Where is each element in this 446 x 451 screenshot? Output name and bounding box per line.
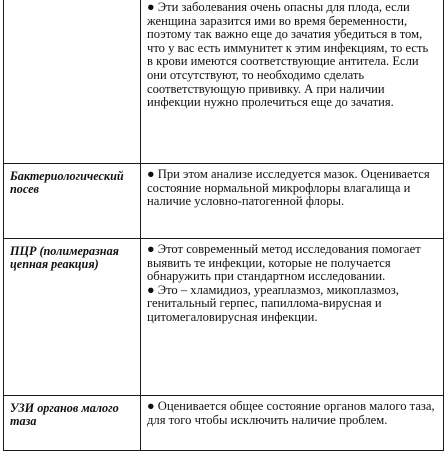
table-row [4,239,444,396]
test-name-cell [4,239,141,396]
description-paragraph: ● Это – хламидиоз, уреаплазмоз, микоплазмоз, генитальный герпес, папиллома-вирусная и цитомегаловирусная инфекции. [147,282,399,324]
test-name [10,1,134,5]
test-description-cell [141,239,444,396]
table-row [4,396,444,451]
test-description-cell [141,164,444,239]
test-name: ПЦР (полимеразная цепная реакция) [10,244,119,272]
test-name-cell [4,0,141,164]
test-description-cell [141,0,444,164]
table-row [4,0,444,164]
medical-tests-table [3,0,444,451]
description-paragraph: ● При этом анализе исследуется мазок. Оценивается состояние нормальной микрофлоры влагалища и наличие условно-патогенной флоры. [147,167,430,209]
table-row [4,164,444,239]
test-name: Бактериологический посев [10,169,124,197]
test-name-cell [4,396,141,451]
description-paragraph: ● Этот современный метод исследования помогает выявить те инфекции, которые не получается обнаружить при стандартном исследовании. [147,242,421,284]
test-description-cell [141,396,444,451]
test-name-cell [4,164,141,239]
test-name: УЗИ органов малого таза [10,401,119,429]
description-paragraph: ● Оценивается общее состояние органов малого таза, для того чтобы исключить наличие проблем. [147,399,435,427]
description-paragraph: ● Эти заболевания очень опасны для плода, если женщина заразится ими во время беременности, поэтому так важно еще до зачатия убедиться в том, что у вас есть иммунитет к этим инфекциям, то есть в крови имеются соответствующие антитела. Если они отсутствуют, то необходимо сделать соответствующую прививку. А при наличии инфекции нужно пролечиться еще до зачатия. [147,0,429,110]
